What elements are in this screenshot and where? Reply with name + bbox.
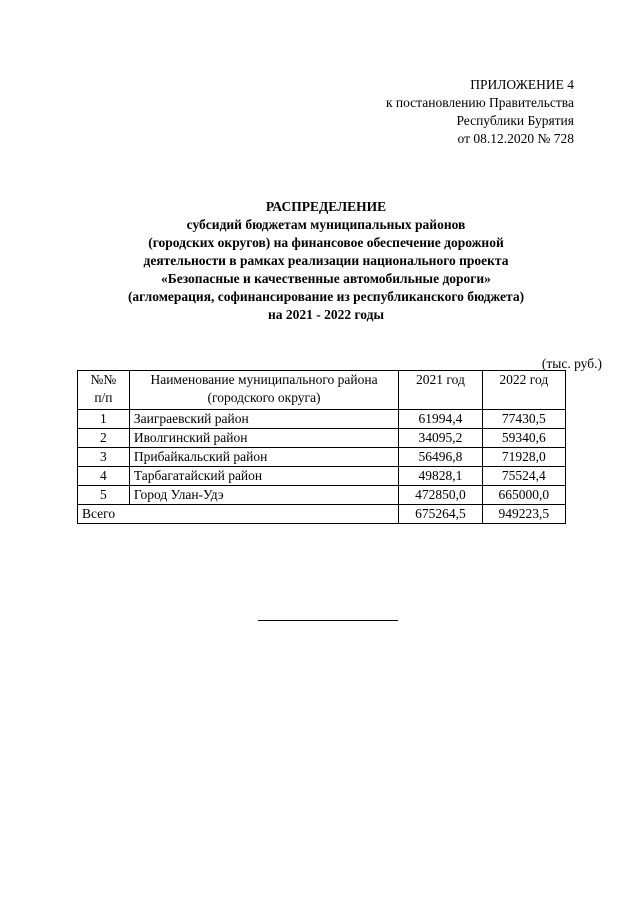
row-number: 2 [78,429,130,448]
row-name: Заиграевский район [129,410,398,429]
title-line-2: субсидий бюджетам муниципальных районов [186,217,466,232]
header-name [129,371,398,410]
header-2022: 2022 год [482,371,565,410]
table-row [78,429,566,448]
title-line-1: РАСПРЕДЕЛЕНИЕ [265,199,387,214]
row-2021-value: 49828,1 [399,467,482,486]
title-line-6: (агломерация, софинансирование из республиканского бюджета) [127,289,525,304]
row-2022-value: 665000,0 [482,486,565,505]
annex-reference: к постановлению Правительства [385,95,574,110]
header-name-line2: (городского округа) [207,390,321,405]
table-row [78,410,566,429]
row-2021-value: 56496,8 [399,448,482,467]
row-number: 1 [78,410,130,429]
row-name: Город Улан-Удэ [129,486,398,505]
table-row [78,448,566,467]
row-2021-value: 61994,4 [399,410,482,429]
header-number-line2: п/п [94,390,113,405]
header-name-line1: Наименование муниципального района [150,372,378,387]
units-label: (тыс. руб.) [541,356,602,371]
annex-date: от 08.12.2020 № 728 [457,131,574,146]
row-2021-value: 34095,2 [399,429,482,448]
row-2022-value: 59340,6 [482,429,565,448]
table-row [78,486,566,505]
table-header-row [78,371,566,410]
row-number: 4 [78,467,130,486]
table-total-row [78,505,566,524]
row-name: Тарбагатайский район [129,467,398,486]
annex-number: ПРИЛОЖЕНИЕ 4 [470,77,574,92]
header-number-line1: №№ [90,372,117,387]
document-title [0,198,640,324]
row-number: 5 [78,486,130,505]
row-name: Иволгинский район [129,429,398,448]
title-line-3: (городских округов) на финансовое обеспечение дорожной [148,235,504,250]
row-2022-value: 75524,4 [482,467,565,486]
annex-header [386,76,574,148]
title-line-5: «Безопасные и качественные автомобильные дороги» [161,271,491,286]
annex-authority: Республики Бурятия [456,113,574,128]
row-2022-value: 77430,5 [482,410,565,429]
total-2022-value: 949223,5 [482,505,565,524]
row-2022-value: 71928,0 [482,448,565,467]
title-line-7: на 2021 - 2022 годы [267,307,385,322]
table-row [78,467,566,486]
total-2021-value: 675264,5 [399,505,482,524]
title-line-4: деятельности в рамках реализации национального проекта [143,253,509,268]
total-label: Всего [78,505,399,524]
header-2021: 2021 год [399,371,482,410]
row-number: 3 [78,448,130,467]
row-2021-value: 472850,0 [399,486,482,505]
signature-divider [258,620,398,621]
row-name: Прибайкальский район [129,448,398,467]
distribution-table [77,370,566,524]
header-number [78,371,130,410]
